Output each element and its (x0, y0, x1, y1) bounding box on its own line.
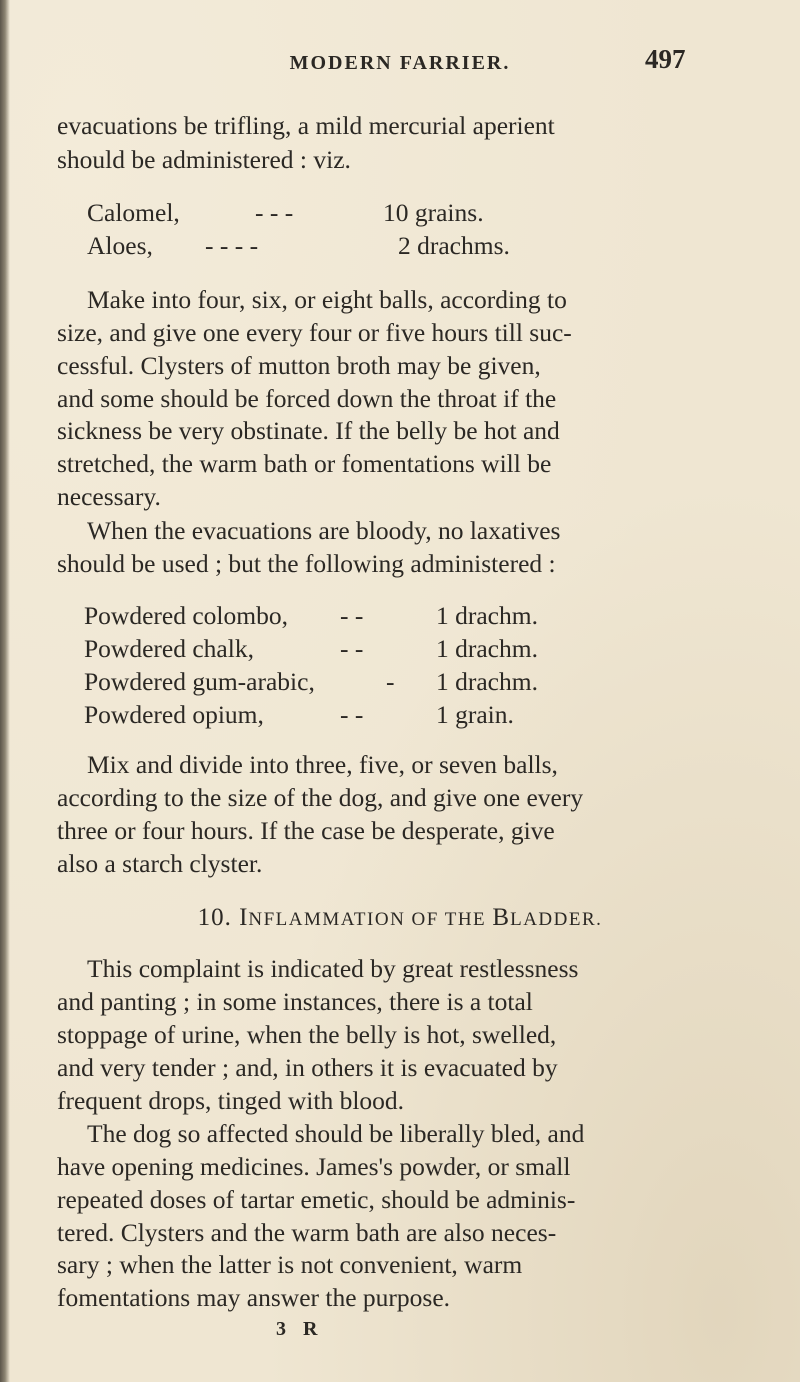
ingredient-quantity: 2 drachms. (398, 231, 510, 260)
ingredient-quantity: 1 grain. (436, 700, 514, 729)
text-line: necessary. (57, 482, 161, 511)
text-line: fomentations may answer the purpose. (57, 1283, 451, 1312)
leader-dashes: - - (340, 601, 364, 630)
text-line: and very tender ; and, in others it is evacuated by (57, 1053, 558, 1082)
section-title-smallcaps: NFLAMMATION OF THE (248, 909, 493, 930)
ingredient-name: Powdered opium, (84, 700, 264, 729)
text-line: size, and give one every four or five hours till suc- (57, 318, 572, 347)
text-line: have opening medicines. James's powder, or small (57, 1152, 571, 1181)
ingredient-name: Powdered gum-arabic, (84, 667, 315, 696)
ingredient-name: Powdered chalk, (84, 634, 254, 663)
text-line: and some should be forced down the throat if the (57, 384, 557, 413)
leader-dashes: - - (340, 700, 364, 729)
ingredient-name: Powdered colombo, (84, 601, 288, 630)
text-line: should be used ; but the following administered : (57, 549, 556, 578)
section-title-initial: B (492, 904, 511, 931)
leader-dashes: - - - (255, 198, 294, 227)
text-line: When the evacuations are bloody, no laxatives (87, 516, 561, 545)
page-binding-edge (0, 0, 10, 1382)
printer-signature-mark: 3 R (276, 1318, 324, 1340)
running-header: MODERN FARRIER. (289, 52, 511, 74)
text-line: Make into four, six, or eight balls, according to (87, 285, 567, 314)
text-line: sary ; when the latter is not convenient, warm (57, 1250, 523, 1279)
section-title-smallcaps: LADDER. (510, 909, 603, 930)
section-heading (0, 904, 800, 932)
text-line: The dog so affected should be liberally bled, and (87, 1119, 585, 1148)
ingredient-name: Calomel, (87, 198, 180, 227)
text-line: also a starch clyster. (57, 849, 263, 878)
section-number: 10. (197, 904, 232, 931)
text-line: Mix and divide into three, five, or seven balls, (87, 750, 558, 779)
ingredient-name: Aloes, (87, 231, 153, 260)
text-line: sickness be very obstinate. If the belly be hot and (57, 416, 560, 445)
ingredient-quantity: 1 drachm. (436, 634, 538, 663)
ingredient-quantity: 1 drachm. (436, 601, 538, 630)
text-line: and panting ; in some instances, there is a total (57, 987, 533, 1016)
text-line: evacuations be trifling, a mild mercurial aperient (57, 111, 555, 140)
leader-dashes: - - - - (205, 231, 259, 260)
text-line: three or four hours. If the case be desperate, give (57, 816, 555, 845)
section-title-initial: I (239, 904, 249, 931)
text-line: frequent drops, tinged with blood. (57, 1086, 405, 1115)
text-line: cessful. Clysters of mutton broth may be given, (57, 351, 541, 380)
text-line: stretched, the warm bath or fomentations will be (57, 449, 552, 478)
ingredient-quantity: 10 grains. (383, 198, 484, 227)
leader-dashes: - (386, 667, 395, 696)
text-line: stoppage of urine, when the belly is hot, swelled, (57, 1020, 557, 1049)
leader-dashes: - - (340, 634, 364, 663)
text-line: tered. Clysters and the warm bath are also neces- (57, 1218, 557, 1247)
text-line: This complaint is indicated by great restlessness (87, 954, 579, 983)
ingredient-quantity: 1 drachm. (436, 667, 538, 696)
text-line: repeated doses of tartar emetic, should be adminis- (57, 1185, 576, 1214)
text-line: according to the size of the dog, and give one every (57, 783, 584, 812)
text-line: should be administered : viz. (57, 145, 351, 174)
page-number: 497 (645, 44, 686, 74)
